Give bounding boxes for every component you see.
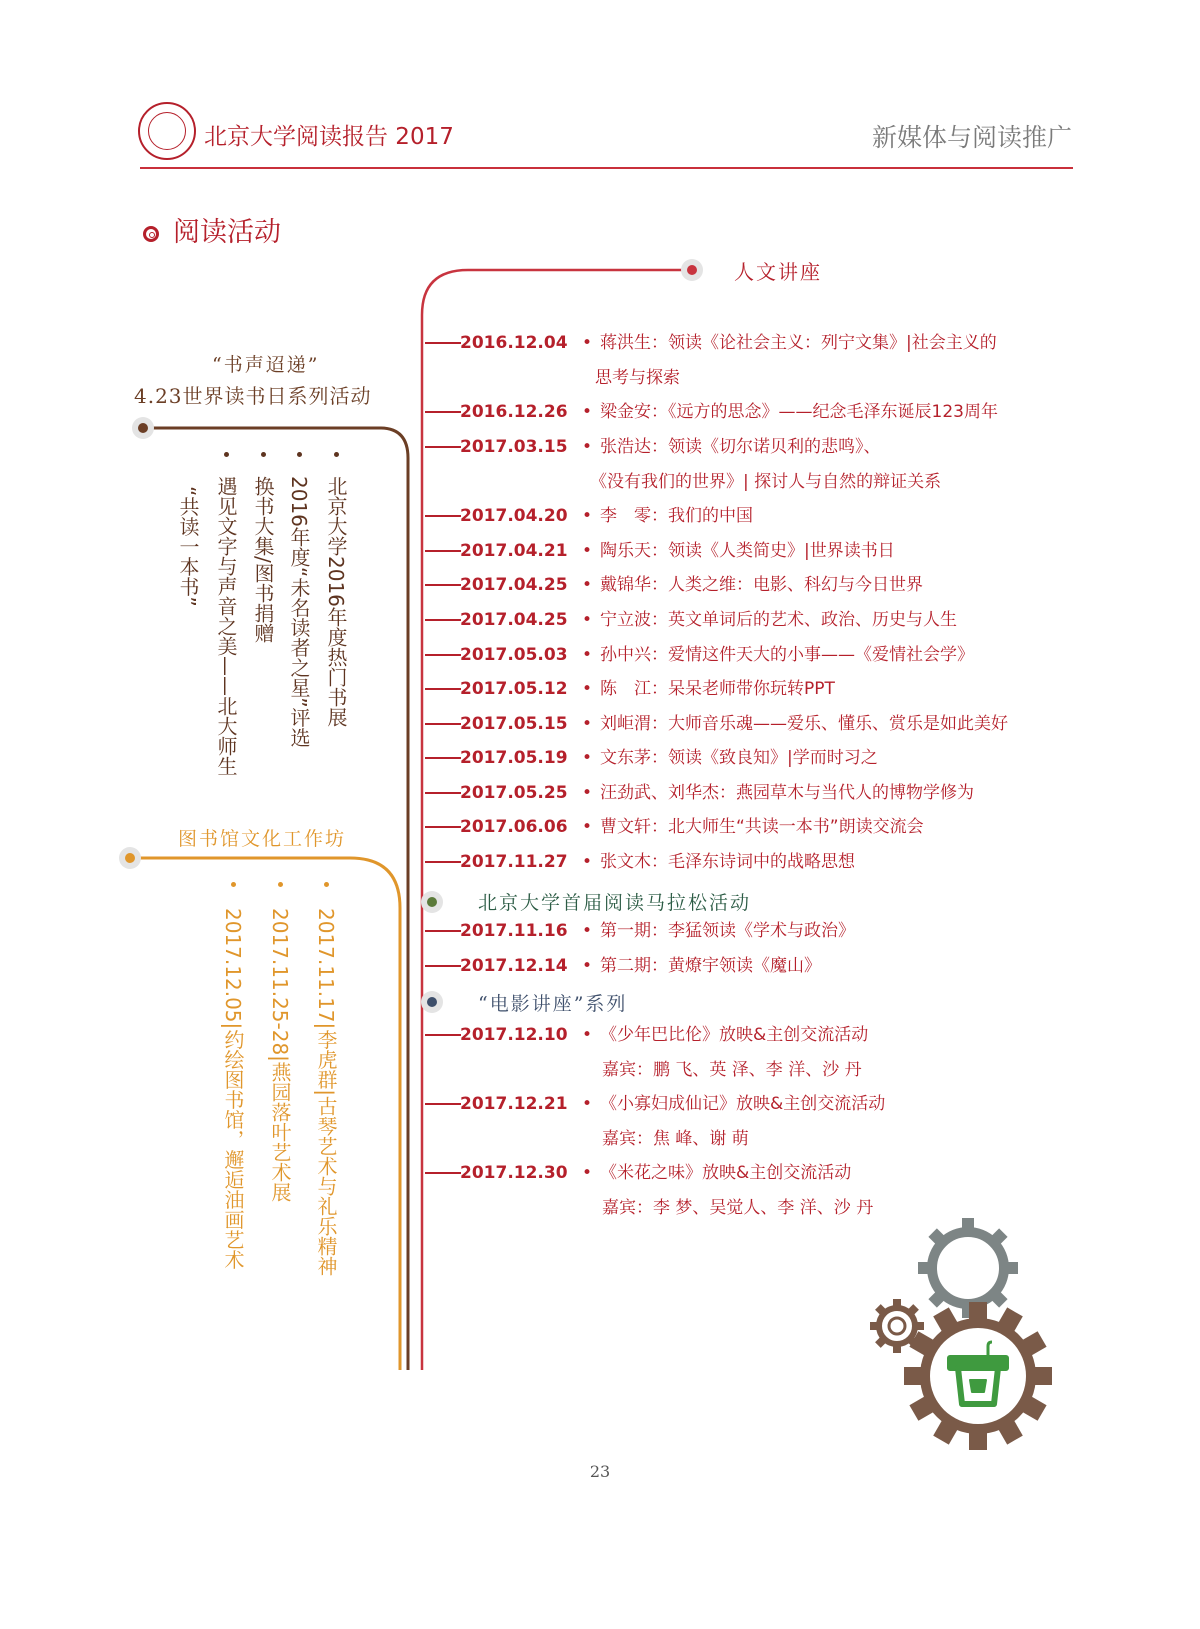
workshop-node (125, 853, 135, 863)
lecture-row (425, 674, 1085, 704)
bullet-dot: • (582, 956, 593, 976)
marathon-text: 第一期：李猛领读《学术与政治》 (600, 921, 855, 941)
row-tick (425, 1172, 461, 1174)
bullet-dot (324, 882, 329, 887)
workshop-item: 2017.12.05|约绘图书馆，邂逅油画艺术 (221, 908, 245, 1270)
bookday-title-line2: 4.23世界读书日系列活动 (134, 384, 372, 408)
row-tick (425, 342, 461, 344)
lecture-text: 张文木：毛泽东诗词中的战略思想 (600, 852, 855, 872)
film-text: 《小寡妇成仙记》放映&主创交流活动 (600, 1094, 886, 1114)
lecture-text: 宁立波：英文单词后的艺术、政治、历史与人生 (600, 610, 957, 630)
row-tick (425, 619, 461, 621)
lecture-text: 陈 江：呆呆老师带你玩转PPT (600, 679, 835, 699)
row-tick (425, 688, 461, 690)
bullet-dot: • (582, 541, 593, 561)
row-tick (425, 654, 461, 656)
marathon-text: 第二期：黄燎宇领读《魔山》 (600, 956, 821, 976)
lecture-row (425, 812, 1085, 842)
workshop-title: 图书馆文化工作坊 (178, 828, 347, 850)
lecture-date: 2017.03.15 (460, 437, 568, 457)
bullet-dot (261, 452, 266, 457)
film-series-title: “电影讲座”系列 (478, 993, 628, 1015)
bullet-dot: • (582, 714, 593, 734)
lecture-date: 2017.04.21 (460, 541, 568, 561)
lecture-row (425, 778, 1085, 808)
marathon-date: 2017.12.14 (460, 956, 568, 976)
row-tick (425, 550, 461, 552)
row-tick (425, 446, 461, 448)
lecture-date: 2017.11.27 (460, 852, 568, 872)
film-node (427, 997, 437, 1007)
lecture-date: 2017.05.25 (460, 783, 568, 803)
row-tick (425, 930, 461, 932)
bullet-dot: • (582, 437, 593, 457)
lecture-row (425, 501, 1085, 531)
lecture-date: 2016.12.04 (460, 333, 568, 353)
lecture-row (425, 605, 1085, 635)
lecture-text-continued: 《没有我们的世界》| 探讨人与自然的辩证关系 (590, 472, 942, 492)
lecture-date: 2017.04.25 (460, 575, 568, 595)
lecture-text: 戴锦华：人类之维：电影、科幻与今日世界 (600, 575, 923, 595)
gray-gear-icon (932, 1232, 1004, 1304)
bullet-dot: • (582, 783, 593, 803)
lecture-text: 汪劲武、刘华杰：燕园草木与当代人的博物学修为 (600, 783, 974, 803)
bookday-item: “共读一本书” (176, 486, 200, 607)
lecture-row (425, 328, 1085, 388)
bullet-dot (231, 882, 236, 887)
bookday-item: 北京大学2016年度热门书展 (324, 476, 348, 727)
lecture-text: 陶乐天：领读《人类简史》|世界读书日 (600, 541, 895, 561)
film-date: 2017.12.10 (460, 1025, 568, 1045)
bullet-dot (224, 452, 229, 457)
lecture-text: 孙中兴：爱情这件天大的小事——《爱情社会学》 (600, 645, 974, 665)
bookday-title-line1: “书声迢递” (212, 354, 320, 376)
lecture-date: 2016.12.26 (460, 402, 568, 422)
bullet-dot: • (582, 679, 593, 699)
film-row (425, 1020, 1085, 1080)
lecture-date: 2017.04.20 (460, 506, 568, 526)
bookday-item: 2016年度“未名读者之星”评选 (287, 476, 311, 748)
lecture-text: 文东茅：领读《致良知》|学而时习之 (600, 748, 878, 768)
gear-illustration (870, 1218, 1052, 1450)
row-tick (425, 515, 461, 517)
row-tick (425, 723, 461, 725)
lectures-title: 人文讲座 (734, 260, 822, 284)
lecture-text: 李 零：我们的中国 (600, 506, 753, 526)
lecture-text-continued: 思考与探索 (595, 368, 680, 388)
bookday-node (138, 423, 148, 433)
film-guests: 嘉宾：李 梦、吴觉人、李 洋、沙 丹 (602, 1198, 874, 1218)
bullet-dot: • (582, 402, 593, 422)
bullet-dot (278, 882, 283, 887)
bullet-dot: • (582, 921, 593, 941)
film-row (425, 1158, 1085, 1218)
row-tick (425, 826, 461, 828)
lecture-row (425, 397, 1085, 427)
bullet-dot: • (582, 1094, 593, 1114)
marathon-title: 北京大学首届阅读马拉松活动 (478, 892, 752, 914)
row-tick (425, 411, 461, 413)
lecture-date: 2017.04.25 (460, 610, 568, 630)
lecture-text: 张浩达：领读《切尔诺贝利的悲鸣》、 (600, 437, 881, 457)
row-tick (425, 965, 461, 967)
film-date: 2017.12.30 (460, 1163, 568, 1183)
lecture-row (425, 570, 1085, 600)
lecture-row (425, 709, 1085, 739)
chapter-title: 新媒体与阅读推广 (871, 123, 1072, 152)
lecture-date: 2017.05.12 (460, 679, 568, 699)
marathon-row (425, 951, 1085, 981)
film-guests: 嘉宾：鹏 飞、英 泽、李 洋、沙 丹 (602, 1060, 862, 1080)
film-text: 《少年巴比伦》放映&主创交流活动 (600, 1025, 869, 1045)
bookday-item: 换书大集/图书捐赠 (251, 476, 275, 643)
lecture-row (425, 743, 1085, 773)
lecture-date: 2017.05.15 (460, 714, 568, 734)
report-title: 北京大学阅读报告 2017 (204, 124, 454, 150)
film-row (425, 1089, 1085, 1149)
bullet-dot: • (582, 1025, 593, 1045)
lecture-text: 蒋洪生：领读《论社会主义：列宁文集》|社会主义的 (600, 333, 997, 353)
small-gear-icon (879, 1308, 915, 1344)
bullet-dot: • (582, 852, 593, 872)
lecture-row (425, 640, 1085, 670)
bullet-dot: • (582, 575, 593, 595)
bullet-dot (334, 452, 339, 457)
workshop-item: 2017.11.25-28|燕园落叶艺术展 (268, 908, 292, 1202)
bullet-dot: • (582, 748, 593, 768)
film-guests: 嘉宾：焦 峰、谢 萌 (602, 1129, 749, 1149)
film-text: 《米花之味》放映&主创交流活动 (600, 1163, 852, 1183)
lecture-text: 曹文轩：北大师生“共读一本书”朗读交流会 (600, 817, 924, 837)
lecture-node (687, 265, 697, 275)
bullet-dot (297, 452, 302, 457)
bullet-dot: • (582, 1163, 593, 1183)
lecture-date: 2017.05.03 (460, 645, 568, 665)
bullet-dot: • (582, 506, 593, 526)
film-date: 2017.12.21 (460, 1094, 568, 1114)
section-heading-text: 阅读活动 (173, 217, 281, 248)
bookday-item: 遇见文字与声音之美——北大师生 (214, 476, 238, 776)
row-tick (425, 1034, 461, 1036)
bullet-dot: • (582, 610, 593, 630)
lecture-date: 2017.05.19 (460, 748, 568, 768)
bullet-dot: • (582, 333, 593, 353)
row-tick (425, 757, 461, 759)
bullet-dot: • (582, 817, 593, 837)
lecture-text: 梁金安：《远方的思念》——纪念毛泽东诞辰123周年 (600, 402, 998, 422)
lecture-row (425, 536, 1085, 566)
lecture-text: 刘岠渭：大师音乐魂——爱乐、懂乐、赏乐是如此美好 (600, 714, 1008, 734)
bullet-dot: • (582, 645, 593, 665)
row-tick (425, 861, 461, 863)
marathon-row (425, 916, 1085, 946)
row-tick (425, 584, 461, 586)
row-tick (425, 1103, 461, 1105)
workshop-connector-line (130, 858, 400, 1370)
lecture-date: 2017.06.06 (460, 817, 568, 837)
lecture-row (425, 432, 1085, 492)
marathon-date: 2017.11.16 (460, 921, 568, 941)
workshop-item: 2017.11.17|李虎群|古琴艺术与礼乐精神 (314, 908, 338, 1276)
lecture-row (425, 847, 1085, 877)
marathon-node (427, 897, 437, 907)
row-tick (425, 792, 461, 794)
page-number: 23 (589, 1462, 611, 1481)
